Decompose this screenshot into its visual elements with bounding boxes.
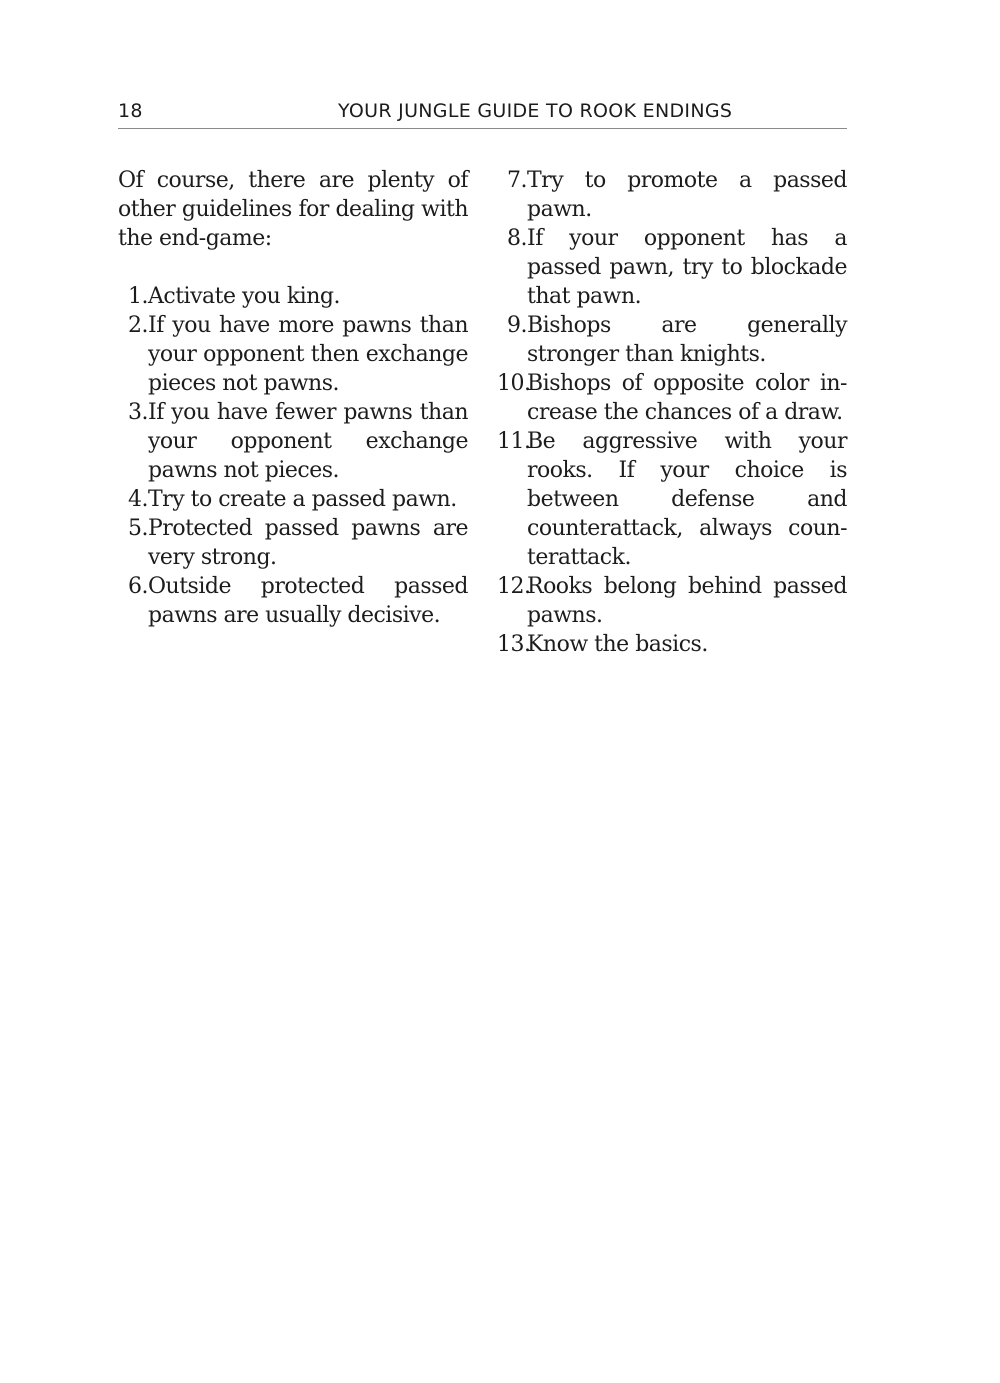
item-text: If you have more pawns than your opponent then exchange pieces not pawns.	[148, 313, 468, 396]
list-item	[118, 398, 468, 485]
item-number: 2.	[128, 313, 148, 338]
item-number: 5.	[128, 516, 148, 541]
item-text: Outside protected passed pawns are usually decisive.	[148, 574, 468, 628]
page-number: 18	[118, 100, 143, 122]
intro-paragraph: Of course, there are plenty of other guidelines for dealing with the end-game:	[118, 168, 468, 251]
item-number: 9.	[507, 313, 527, 338]
item-number: 8.	[507, 226, 527, 251]
item-text: Try to promote a passed pawn.	[527, 168, 847, 222]
right-column	[497, 166, 847, 659]
item-number: 3.	[128, 400, 148, 425]
item-number: 11.	[497, 429, 531, 454]
item-number: 4.	[128, 487, 148, 512]
item-text: Try to create a passed pawn.	[148, 487, 457, 512]
running-title: YOUR JUNGLE GUIDE TO ROOK ENDINGS	[338, 100, 733, 122]
list-item	[118, 514, 468, 572]
item-number: 6.	[128, 574, 148, 599]
left-column	[118, 166, 468, 630]
item-text: Protected passed pawns are very strong.	[148, 516, 468, 570]
page-header	[118, 98, 847, 129]
item-text: Be aggressive with your rooks. If your choice is between defense and counterattack, always coun-terattack.	[527, 429, 847, 570]
item-text: Rooks belong behind passed pawns.	[527, 574, 847, 628]
list-item	[118, 485, 468, 514]
list-item	[118, 572, 468, 630]
item-number: 1.	[128, 284, 148, 309]
item-text: Activate you king.	[148, 284, 340, 309]
guidelines-list-part-1	[118, 282, 468, 630]
list-item	[497, 224, 847, 311]
item-text: Bishops are generally stronger than knights.	[527, 313, 847, 367]
item-text: Bishops of opposite color in-crease the chances of a draw.	[527, 371, 847, 425]
list-item	[497, 311, 847, 369]
list-item	[497, 572, 847, 630]
guidelines-list-part-2	[497, 166, 847, 659]
item-number: 13.	[497, 632, 531, 657]
list-item	[497, 630, 847, 659]
item-text: Know the basics.	[527, 632, 708, 657]
list-item	[118, 282, 468, 311]
list-item	[118, 311, 468, 398]
list-item	[497, 369, 847, 427]
item-number: 7.	[507, 168, 527, 193]
item-number: 10.	[497, 371, 531, 396]
item-text: If your opponent has a passed pawn, try to blockade that pawn.	[527, 226, 847, 309]
item-text: If you have fewer pawns than your opponent exchange pawns not pieces.	[148, 400, 468, 483]
list-item	[497, 166, 847, 224]
list-item	[497, 427, 847, 572]
item-number: 12.	[497, 574, 531, 599]
